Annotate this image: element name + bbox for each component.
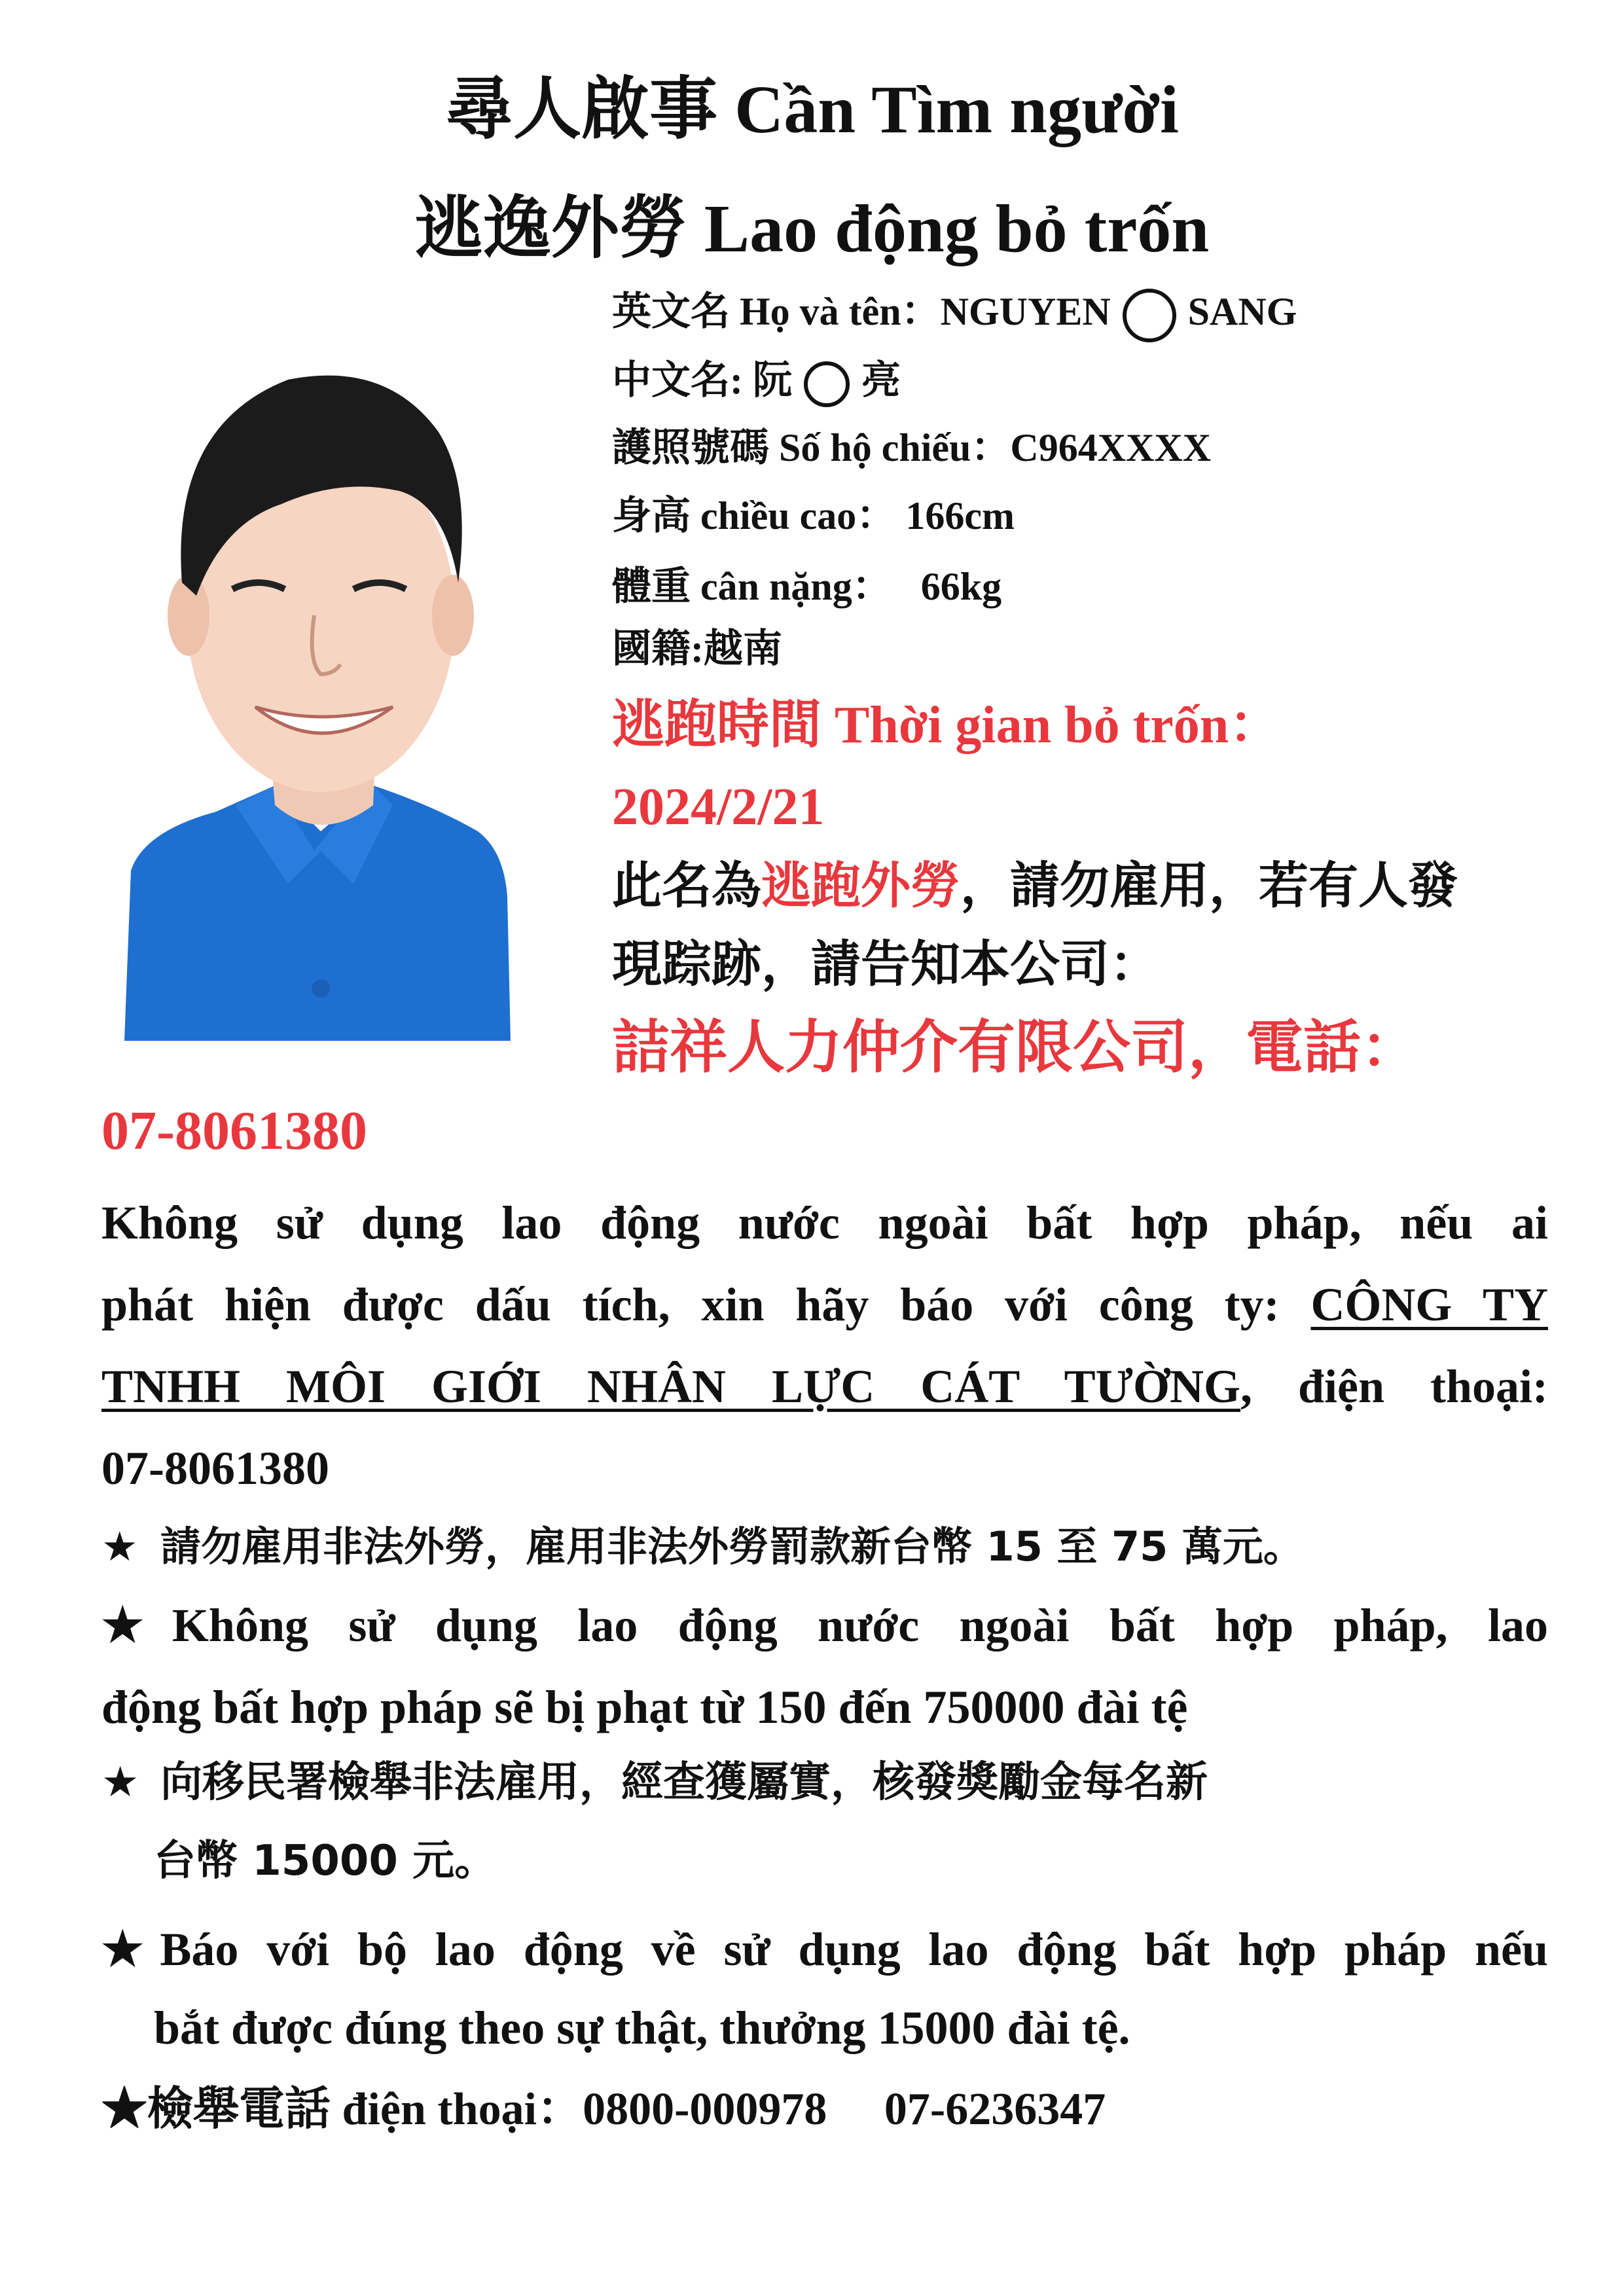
- name-en-first: NGUYEN: [940, 290, 1111, 333]
- height-value: 166cm: [905, 494, 1015, 537]
- company-name-vi-underlined: CÔNG TY: [1310, 1278, 1548, 1331]
- bullet-reward-chinese-line1: ★ 向移民署檢舉非法雇用，經查獲屬實，核發獎勵金每名新: [101, 1741, 1548, 1824]
- redacted-circle-icon: [804, 361, 850, 407]
- escape-date: 2024/2/21: [612, 778, 825, 836]
- company-name-vi-underlined: TNHH MÔI GIỚI NHÂN LỰC CÁT TƯỜNG: [101, 1360, 1240, 1413]
- notice-chinese-line2: 現踪跡，請告知本公司：: [612, 935, 1159, 993]
- name-zh-last: 亮: [861, 359, 901, 402]
- notice-vi-phone: 07-8061380: [101, 1442, 329, 1494]
- bullet-reward-vi-line2: bắt được đúng theo sự thật, thưởng 15000 đài tệ.: [154, 2002, 1130, 2054]
- notice-vi-line3: TNHH MÔI GIỚI NHÂN LỰC CÁT TƯỜNG, điện thoại:: [101, 1360, 1549, 1413]
- name-english-row: 英文名 Họ và tên：NGUYEN SANG: [612, 288, 1297, 342]
- name-en-last: SANG: [1187, 290, 1297, 333]
- weight-value: 66kg: [920, 565, 1002, 608]
- escaped-worker-highlight: 逃跑外勞: [761, 856, 960, 914]
- notice-vi-line2: phát hiện được dấu tích, xin hãy báo với công ty: CÔNG TY: [101, 1278, 1548, 1331]
- weight-row: 體重 cân nặng： 66kg: [612, 565, 1002, 608]
- passport-row: 護照號碼 Số hộ chiếu：C964XXXX: [612, 426, 1212, 469]
- star-icon: ★: [101, 1758, 139, 1807]
- person-photo: [124, 308, 511, 1041]
- height-row: 身高 chiều cao： 166cm: [612, 494, 1015, 537]
- bullet-fine-vi-line2: động bất hợp pháp sẽ bị phạt từ 150 đến 750000 đài tệ: [101, 1681, 1188, 1733]
- star-icon: ★: [101, 1523, 138, 1570]
- star-icon: ★: [101, 1599, 172, 1652]
- name-zh-first: 阮: [752, 359, 792, 402]
- name-chinese-row: 中文名: 阮 亮: [612, 357, 901, 407]
- bullet-reward-chinese-line2: 台幣 15000 元。: [154, 1837, 497, 1885]
- passport-value: C964XXXX: [1010, 426, 1212, 469]
- report-phone-1: 0800-000978: [583, 2084, 827, 2135]
- nationality-row: 國籍:越南: [612, 627, 782, 670]
- poster-title: 尋人啟事 Cần Tìm người: [445, 72, 1179, 147]
- bullet-report-phone: ★檢舉電話 điện thoại：0800-000978 07-6236347: [101, 2084, 1106, 2135]
- report-phone-2: 07-6236347: [884, 2084, 1106, 2135]
- poster-subtitle: 逃逸外勞 Lao động bỏ trốn: [414, 191, 1210, 266]
- notice-vi-line1: Không sử dụng lao động nước ngoài bất hợp pháp, nếu ai: [101, 1197, 1548, 1249]
- company-chinese: 詰祥人力仲介有限公司，電話：: [612, 1013, 1419, 1081]
- bullet-fine-chinese: ★ 請勿雇用非法外勞，雇用非法外勞罰款新台幣 15 至 75 萬元。: [101, 1506, 1548, 1588]
- bullet-reward-vi-line1: ★Báo với bộ lao động về sử dụng lao động bất hợp pháp nếu: [101, 1923, 1549, 1976]
- notice-chinese-line1: 此名為逃跑外勞，請勿雇用，若有人發: [612, 856, 1458, 914]
- bullet-fine-vi-line1: ★Không sử dụng lao động nước ngoài bất hợp pháp, lao: [101, 1599, 1549, 1652]
- star-icon: ★: [101, 2084, 147, 2135]
- redacted-circle-icon: [1123, 289, 1176, 342]
- company-phone: 07-8061380: [101, 1100, 367, 1161]
- star-icon: ★: [101, 1923, 160, 1976]
- escape-time-label: 逃跑時間 Thời gian bỏ trốn：: [612, 696, 1282, 754]
